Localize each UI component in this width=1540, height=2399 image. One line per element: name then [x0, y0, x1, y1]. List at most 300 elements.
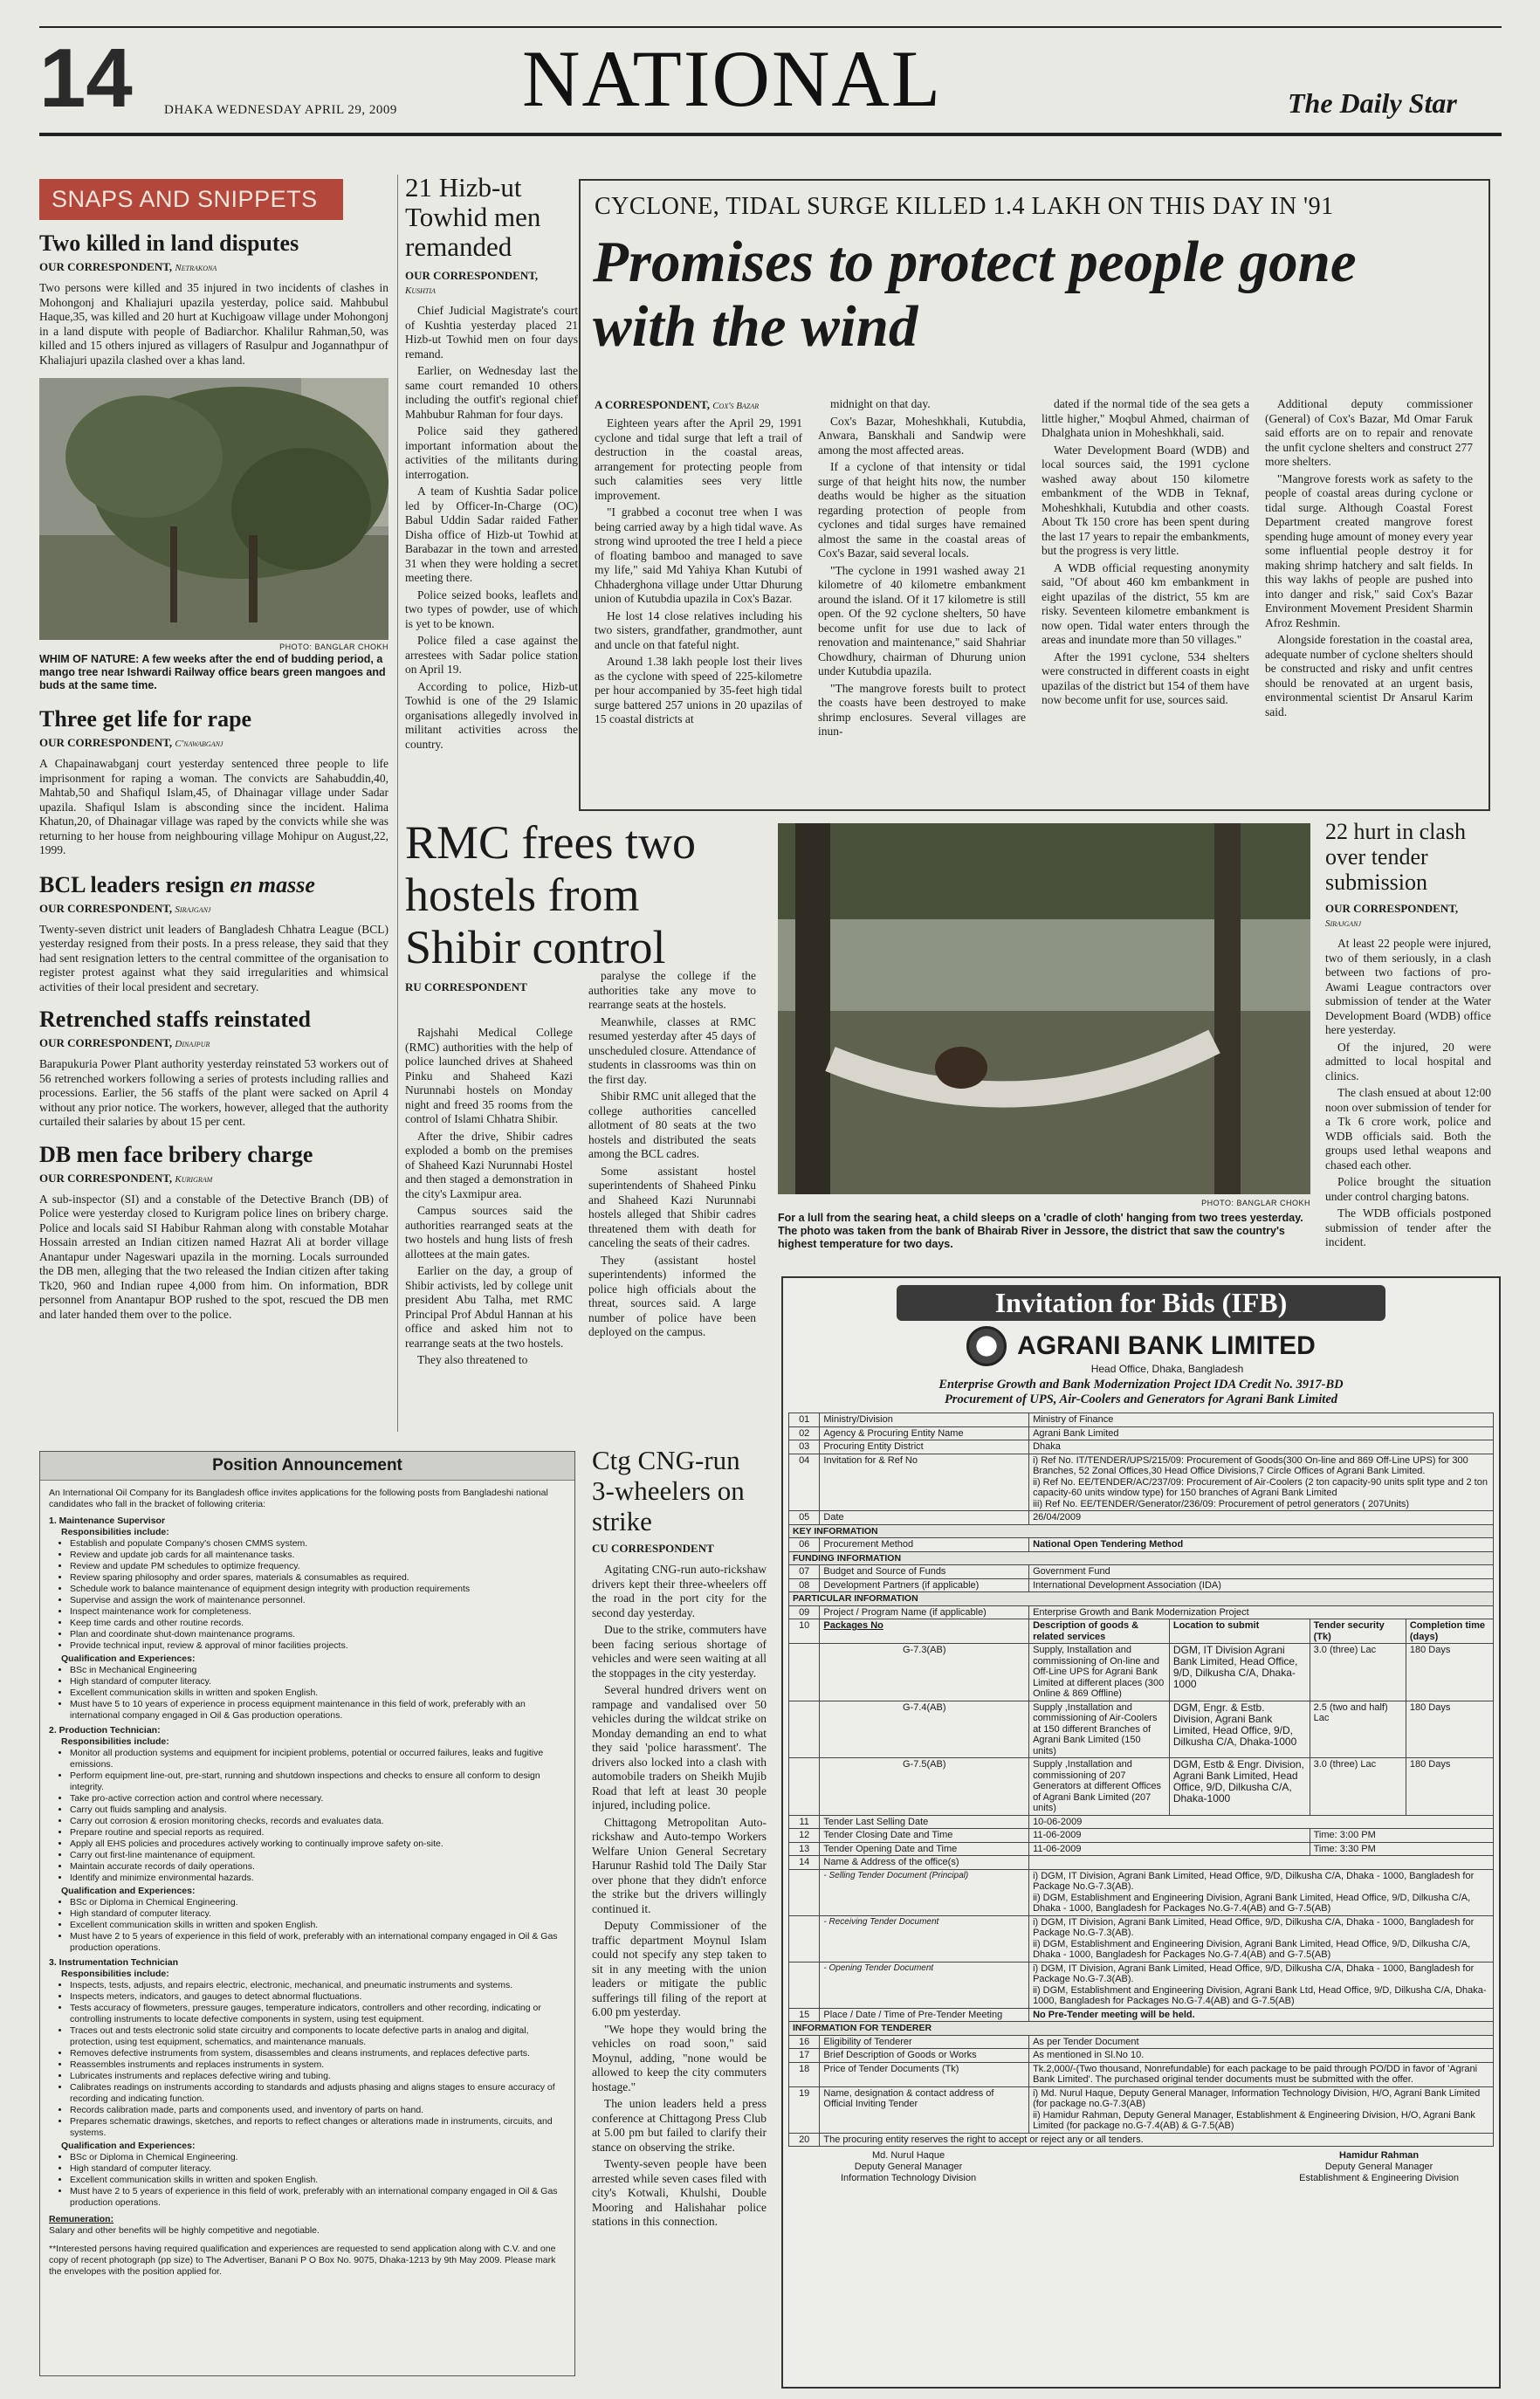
responsibility-list	[70, 1748, 566, 1884]
table-cell: As mentioned in Sl.No 10.	[1029, 2049, 1494, 2063]
official-line: ii) Hamidur Rahman, Deputy General Manager, Establishment & Engineering Division, H/O, Agrani Bank Limited (for package no.G-7.4(AB) & G-7.5(AB)	[1033, 2109, 1475, 2131]
byline: CU CORRESPONDENT	[592, 1542, 714, 1555]
table-cell: Eligibility of Tenderer	[820, 2035, 1029, 2049]
paragraph: Due to the strike, commuters have been facing serious shortage of vehicles and were seen waiting at all the stoppages in the city yesterday.	[592, 1623, 767, 1680]
table-row	[789, 1565, 1494, 1579]
paragraph: "Mangrove forests work as safety to the people of coastal areas during cyclone or tidal surge. Although Coastal Forest Department created mangrove forest spending huge amount of money every year some influential people destroy it for making shrimp hatchery and salt fields. In this way lakhs of people are pushed into into danger and risk," said Cox's Bazar Environment Movement President Sharmin Afroz Reshmin.	[1265, 471, 1473, 629]
table-cell: Ministry of Finance	[1029, 1413, 1494, 1427]
clash-story	[1325, 819, 1491, 1253]
story-text	[595, 416, 802, 730]
table-cell: 19	[789, 2086, 820, 2133]
table-row	[789, 1856, 1494, 1870]
table-row	[789, 1511, 1494, 1525]
table-cell	[789, 1644, 820, 1701]
table-cell: Enterprise Growth and Bank Modernization Project	[1029, 1605, 1494, 1619]
table-row	[789, 1551, 1494, 1565]
ctg-story	[592, 1445, 767, 2232]
agrani-logo	[966, 1326, 1007, 1366]
story-text	[1265, 397, 1473, 722]
table-cell: 13	[789, 1842, 820, 1856]
table-cell: 03	[789, 1440, 820, 1454]
table-cell: 08	[789, 1578, 820, 1592]
dateline: DHAKA WEDNESDAY APRIL 29, 2009	[164, 103, 397, 117]
byline: OUR CORRESPONDENT, Kushtia	[405, 269, 539, 296]
list-item: • Excellent communication skills in written and spoken English.	[70, 1688, 566, 1699]
story-text	[1325, 937, 1491, 1250]
table-cell: G-7.5(AB)	[820, 1758, 1029, 1816]
responsibility-list	[70, 1980, 566, 2139]
paragraph: Rajshahi Medical College (RMC) authorities with the help of police launched drives at Shaheed Pinku and Shaheed Kazi Nurunnabi hostels on Monday night and freed 35 rooms from the control of Islami Chhatra Shibir.	[405, 1026, 573, 1125]
table-cell: Description of goods & related services	[1029, 1619, 1170, 1644]
list-item: • Records calibration made, parts and components used, and inventory of parts on hand.	[70, 2105, 566, 2116]
position-announcement-ad	[39, 1451, 575, 2376]
list-item: • Prepare routine and special reports as required.	[70, 1827, 566, 1839]
table-cell	[1029, 2086, 1494, 2133]
paragraph: Police seized books, leaflets and two types of powder, use of which is yet to be known.	[405, 588, 578, 630]
byline: RU CORRESPONDENT	[405, 980, 527, 993]
paragraph: If a cyclone of that intensity or tidal surge of that height hits now, the number deaths would be higher as the situation regarding protection of people from cyclones and tidal surges have remained almost the same in the coastal areas of Cox's Bazar, said several locals.	[818, 460, 1026, 560]
paragraph: Twenty-seven people have been arrested while seven cases filed with city's Kotwali, Khulshi, Double Mooring and Halishahar police stations in this connection.	[592, 2157, 767, 2228]
paragraph: Around 1.38 lakh people lost their lives as the cyclone with speed of 225-kilometre per hour accompanied by 35-feet high tidal surge battered 257 unions in 20 upazilas of 15 coastal districts at	[595, 655, 802, 725]
snaps-headline-rape: Three get life for rape	[39, 706, 252, 732]
paragraph: A WDB official requesting anonymity said, "Of about 460 km embankment in eight upazilas of the district, 55 km are risky. Seventeen kilometre embankment is now open. Tidal water enters through the areas and inundate more than 50 villages."	[1042, 560, 1249, 646]
table-cell: Tender Opening Date and Time	[820, 1842, 1029, 1856]
table-cell: Completion time (days)	[1406, 1619, 1493, 1644]
ad-body	[40, 1481, 574, 2285]
table-cell: 11-06-2009	[1029, 1829, 1310, 1843]
table-cell: 02	[789, 1426, 820, 1440]
story-text: A sub-inspector (SI) and a constable of the Detective Branch (DB) of Police were yesterday closed to Kurigram police lines on bribery charge. Police and locals said SI Habibur Rahman along with constable Motahar Hossain arrested an Indian citizen named Hazrat Ali at border village Anantapur under Nageswari upazila in the morning. Locals surrounded the DB men, alleging that the two released the Indian citizen after taking Tk20, 960 and Indian rupee 4,000 from him. On information, BDR personnel from Anantapur BOP rushed to the spot, rescued the DB men and later handed them over to the police.	[39, 1192, 388, 1321]
list-item: • High standard of computer literacy.	[70, 2163, 566, 2175]
list-item: • Perform equipment line-out, pre-start, running and shutdown inspections and checks to ensure all conform to design integrity.	[70, 1770, 566, 1793]
table-cell: 20	[789, 2133, 820, 2147]
job-section-label: Qualification and Experiences:	[61, 2141, 196, 2151]
ref-line: iii) Ref No. EE/TENDER/Generator/236/09: Procurement of petrol generators ( 207Units)	[1033, 1498, 1410, 1509]
table-row	[789, 1538, 1494, 1552]
paragraph: Agitating CNG-run auto-rickshaw drivers kept their three-wheelers off the road in the port city for the second day yesterday.	[592, 1563, 767, 1619]
table-cell: Dhaka	[1029, 1440, 1494, 1454]
table-row	[789, 2022, 1494, 2036]
paragraph: "The cyclone in 1991 washed away 21 kilometre of 40 kilometre embankment around the island. Of it 17 kilometre is still open. Of the 92 cyclone shelters, 50 have become unfit for use due to lack of renovation and maintenance," said Shahriar Chowdhury, chairman of Dhurung union under Kutubdia upazila.	[818, 563, 1026, 677]
list-item: • Inspect maintenance work for completeness.	[70, 1606, 566, 1618]
story-text: Barapukuria Power Plant authority yesterday reinstated 53 workers out of 56 retrenched workers following a series of protests including rallies and processions. Earlier, the 56 staffs of the plant were sacked on April 4 without any prior notice. The workers, however, alleged that the authority curtailed their salaries by about 15 per cent.	[39, 1057, 388, 1128]
table-cell: 18	[789, 2062, 820, 2086]
list-item: • Traces out and tests electronic solid state circuitry and components to locate defective parts in analog and digital, protection, using test equipment, schematics, and maintenance manuals.	[70, 2025, 566, 2048]
bank-office: Head Office, Dhaka, Bangladesh	[1090, 1363, 1244, 1375]
list-item: • Review sparing philosophy and order spares, materials & consumables as required.	[70, 1572, 566, 1584]
list-item: • Lubricates instruments and replaces defective wiring and tubing.	[70, 2071, 566, 2082]
responsibility-list	[70, 1538, 566, 1652]
table-cell: 14	[789, 1856, 820, 1870]
paragraph: They also threatened to	[417, 1353, 528, 1366]
table-cell: Price of Tender Documents (Tk)	[820, 2062, 1029, 2086]
story-text	[1042, 397, 1249, 711]
signature-left	[841, 2150, 976, 2184]
qualification-list	[70, 2152, 566, 2209]
paragraph: Police brought the situation under control charging batons.	[1325, 1175, 1491, 1203]
table-cell	[789, 1758, 820, 1816]
table-cell: 11-06-2009	[1029, 1842, 1310, 1856]
qualification-list	[70, 1897, 566, 1954]
table-row	[789, 1758, 1494, 1816]
qualification-list	[70, 1665, 566, 1722]
table-cell: The procuring entity reserves the right to accept or reject any or all tenders.	[820, 2133, 1494, 2147]
table-cell: Name, designation & contact address of Official Inviting Tender	[820, 2086, 1029, 2133]
table-cell: 180 Days	[1406, 1758, 1493, 1816]
table-cell	[1029, 1962, 1494, 2008]
story-text: Twenty-seven district unit leaders of Bangladesh Chhatra League (BCL) yesterday resigned from their posts. In a press release, they said that they had sent resignation letters to the central committee of the organisation to register protest against what they said irregularities and whimsical activities of their local president and secretary.	[39, 922, 388, 993]
paragraph: Deputy Commissioner of the traffic department Moynul Islam could not specify any step taken to sit in any meeting with the union leaders or mitigate the public sufferings till filing of the report at 6.00 pm yesterday.	[592, 1919, 767, 2018]
table-row	[789, 2086, 1494, 2133]
table-cell: 06	[789, 1538, 820, 1552]
list-item: • Maintain accurate records of daily operations.	[70, 1861, 566, 1873]
section-header: KEY INFORMATION	[789, 1524, 1494, 1538]
table-cell: Procurement Method	[820, 1538, 1029, 1552]
table-cell: No Pre-Tender meeting will be held.	[1029, 2008, 1494, 2022]
table-cell: Government Fund	[1029, 1565, 1494, 1579]
photo-credit: PHOTO: BANGLAR CHOKH	[279, 643, 388, 651]
table-cell	[1029, 1869, 1494, 1915]
photo-caption: For a lull from the searing heat, a child sleeps on a 'cradle of cloth' hanging from two trees yesterday. The photo was taken from the bank of Bhairab River in Jessore, the district that saw the country's highest temperature for two days.	[778, 1212, 1303, 1250]
office-line: ii) DGM, Establishment and Engineering Division, Agrani Bank Limited, Head Office, 9/D, Dilkusha C/A, Dhaka - 1000, Bangladesh for Packages No.G-7.4(AB) and G-7.5(AB)	[1033, 1938, 1471, 1960]
section-header: FUNDING INFORMATION	[789, 1551, 1494, 1565]
table-cell: Budget and Source of Funds	[820, 1565, 1029, 1579]
snaps-headline-land: Two killed in land disputes	[39, 230, 299, 256]
table-cell: 05	[789, 1511, 820, 1525]
photo-credit: PHOTO: BANGLAR CHOKH	[1201, 1199, 1310, 1207]
paragraph: "We hope they would bring the vehicles on road soon," said Moynul, adding, "none would be allowed to keep the city commuters hostage."	[592, 2022, 767, 2093]
list-item: • Schedule work to balance maintenance of equipment design integrity with production requirements	[70, 1584, 566, 1595]
byline: OUR CORRESPONDENT, Kurigram	[39, 1171, 213, 1185]
table-cell: 3.0 (three) Lac	[1310, 1758, 1406, 1816]
table-cell: 11	[789, 1815, 820, 1829]
table-cell: 180 Days	[1406, 1701, 1493, 1758]
table-cell: - Receiving Tender Document	[820, 1915, 1029, 1962]
job-section-label: Qualification and Experiences:	[61, 1886, 196, 1896]
office-line: ii) DGM, Establishment and Engineering Division, Agrani Bank Ltd, Head Office, 9/D, Dilkusha C/A, Dhaka-1000, Bangladesh for Packages No.G-7.4(AB) and G-7.5(AB)	[1033, 1984, 1487, 2006]
list-item: • Review and update PM schedules to optimize frequency.	[70, 1561, 566, 1572]
list-item: • Carry out first-line maintenance of equipment.	[70, 1850, 566, 1861]
list-item: • Inspects, tests, adjusts, and repairs electric, electronic, mechanical, and pneumatic instruments and systems.	[70, 1980, 566, 1991]
story-text: A Chapainawabganj court yesterday sentenced three people to life imprisonment for raping a woman. The convicts are Sahabuddin,40, Mahtab,50 and Shafiqul Islam,45, of Dhainagar village under Sadar upazila. Shafiqul Islam is absconding since the incident. Halima Khatun,20, of Dhainagar village was raped by the convicts while she was returning to her house from neighbouring village Mohipur on August,22, 1999.	[39, 757, 388, 856]
cyclone-story	[579, 179, 1490, 811]
table-cell: 10-06-2009	[1029, 1815, 1494, 1829]
table-row	[789, 1701, 1494, 1758]
byline: OUR CORRESPONDENT, Sirajganj	[1325, 902, 1459, 929]
ifb-ad	[781, 1276, 1501, 2389]
job-title: 2. Production Technician:	[49, 1725, 161, 1736]
story-text	[818, 397, 1026, 742]
table-cell: 10	[789, 1619, 820, 1644]
table-row	[789, 2049, 1494, 2063]
table-row	[789, 1915, 1494, 1962]
list-item: • BSc or Diploma in Chemical Engineering.	[70, 1897, 566, 1908]
snaps-headline-bcl: BCL leaders resign en masse	[39, 871, 315, 897]
paragraph: Shibir RMC unit alleged that the college authorities cancelled allotment of 80 seats at the two hostels and distributed the seats among the BCL cadres.	[588, 1090, 756, 1160]
remuneration-text: Salary and other benefits will be highly competitive and negotiable.	[49, 2225, 320, 2236]
ifb-table	[788, 1413, 1494, 2147]
job-section-label: Responsibilities include:	[61, 1527, 169, 1537]
paragraph: "I grabbed a coconut tree when I was being carried away by a high tidal wave. As strong wind uprooted the tree I held a piece of floating bamboo and managed to save my life," said Md Yahiya Khan Kutubi of Chhaderghona village under Uttar Dhurung union of Kutubdia upazila in Cox's Bazar.	[595, 505, 802, 605]
job-title: 1. Maintenance Supervisor	[49, 1516, 166, 1526]
table-cell: Invitation for & Ref No	[820, 1454, 1029, 1511]
list-item: • Apply all EHS policies and procedures actively working to continually improve safety on-site.	[70, 1839, 566, 1850]
paragraph: Cox's Bazar, Moheshkhali, Kutubdia, Anwara, Banskhali and Sandwip were among the most affected areas.	[818, 414, 1026, 457]
table-cell: Supply, Installation and commissioning of On-line and Off-Line UPS for Agrani Bank Limited at different places (300 Online & 869 Offline)	[1029, 1644, 1170, 1701]
table-row	[789, 1592, 1494, 1606]
kicker: CYCLONE, TIDAL SURGE KILLED 1.4 LAKH ON THIS DAY IN '91	[595, 193, 1334, 220]
byline: OUR CORRESPONDENT, Netrakona	[39, 260, 217, 273]
signature-line: Md. Nurul Haque	[871, 2150, 945, 2161]
paper-logo: The Daily Star	[1288, 87, 1457, 119]
photo-caption: WHIM OF NATURE: A few weeks after the end of budding period, a mango tree near Ishwardi Railway office bears green mangoes and buds at the same time.	[39, 653, 386, 691]
table-cell: 15	[789, 2008, 820, 2022]
table-row	[789, 1962, 1494, 2008]
table-row	[789, 2008, 1494, 2022]
table-cell	[789, 1915, 820, 1962]
paragraph: Chittagong Metropolitan Auto-rickshaw and Auto-tempo Workers Welfare Union General Secretary Harunur Rashid told The Daily Star over phone that they didn't enforce the strike but the drivers willingly continued it.	[592, 1815, 767, 1915]
paragraph: A team of Kushtia Sadar police led by Officer-In-Charge (OC) Babul Uddin Sadar raided Father Disha office of Hizb-ut Towhid at Barabazar in the town and arrested 31 when they were holding a secret meeting there.	[405, 485, 578, 584]
signature-line: Deputy General Manager	[1324, 2162, 1433, 2172]
list-item: • Keep time cards and other routine records.	[70, 1618, 566, 1629]
page-number: 14	[39, 31, 133, 125]
mango-tree-photo	[39, 378, 388, 640]
table-cell: 26/04/2009	[1029, 1511, 1494, 1525]
job-section-label: Qualification and Experiences:	[61, 1653, 196, 1664]
list-item: • Provide technical input, review & approval of minor facilities projects.	[70, 1640, 566, 1652]
table-cell: National Open Tendering Method	[1029, 1538, 1494, 1552]
table-cell: Supply ,Installation and commissioning of 207 Generators at different Offices of Agrani Bank Limited (207 units)	[1029, 1758, 1170, 1816]
story-text: Two persons were killed and 35 injured in two incidents of clashes in Mohongonj and Khaliajuri upazila yesterday, police said. Mahbubul Haque,35, was killed and 20 hurt at Kuchigoaw village under Mohongonj in a land dispute with people of Badiarchor. Khalilur Rahman,50, was killed and 15 others injured as villagers of Rasulpur and Jogannathpur of Khaliajuri upazila clashed over a khas land.	[39, 281, 388, 367]
table-cell: Time: 3:00 PM	[1310, 1829, 1493, 1843]
list-item: • Supervise and assign the work of maintenance personnel.	[70, 1595, 566, 1606]
paragraph: Earlier on the day, a group of Shibir activists, led by college unit president Abu Talha, met RMC Principal Prof Abdul Hannan at his office and asked him not to rearrange seats at the two hostels.	[405, 1264, 573, 1350]
headline: 21 Hizb-ut Towhid men remanded	[405, 172, 541, 262]
paragraph: "The mangrove forests built to protect the coasts have been destroyed to make shrimp enclosures. Several villages are inun-	[818, 681, 1026, 738]
table-cell: G-7.4(AB)	[820, 1701, 1029, 1758]
table-row	[789, 1619, 1494, 1644]
office-line: i) DGM, IT Division, Agrani Bank Limited, Head Office, 9/D, Dilkusha C/A, Dhaka - 1000, Bangladesh for Package No.G-7.3(AB).	[1033, 1963, 1475, 1984]
table-cell: G-7.3(AB)	[820, 1644, 1029, 1701]
list-item: • Carry out fluids sampling and analysis.	[70, 1804, 566, 1816]
paragraph: Several hundred drivers went on rampage and vandalised over 50 vehicles during the wildcat strike on Monday demanding an end to what they said 'police harassment'. The drivers also locked into a clash with automobile traders on Sheikh Mujib Road that left at least 30 people injured, including police.	[592, 1683, 767, 1811]
table-cell: 180 Days	[1406, 1644, 1493, 1701]
table-cell: Tk.2,000/-(Two thousand, Nonrefundable) for each package to be paid through PO/DD in favor of 'Agrani Bank Limited'. The purchased original tender documents must be submitted with the offer.	[1029, 2062, 1494, 2086]
table-row	[789, 2062, 1494, 2086]
table-row	[789, 1440, 1494, 1454]
table-cell: International Development Association (IDA)	[1029, 1578, 1494, 1592]
table-cell: 12	[789, 1829, 820, 1843]
signature-line: Deputy General Manager	[854, 2162, 963, 2172]
table-cell: Procuring Entity District	[820, 1440, 1029, 1454]
table-cell: - Opening Tender Document	[820, 1962, 1029, 2008]
table-cell: 2.5 (two and half) Lac	[1310, 1701, 1406, 1758]
story-text	[588, 969, 756, 1343]
table-cell	[1029, 1915, 1494, 1962]
table-row	[789, 1578, 1494, 1592]
byline: OUR CORRESPONDENT, Sirajganj	[39, 901, 211, 915]
ad-title: Position Announcement	[40, 1452, 574, 1481]
table-row	[789, 1605, 1494, 1619]
signature-right	[1299, 2150, 1459, 2184]
paragraph: The union leaders held a press conference at Chittagong Press Club at 5.00 pm but failed to clarify their stance on observing the strike.	[592, 2097, 767, 2154]
table-row	[789, 1413, 1494, 1427]
table-cell: Time: 3:30 PM	[1310, 1842, 1493, 1856]
section-header: PARTICULAR INFORMATION	[789, 1592, 1494, 1606]
list-item: • Must have 2 to 5 years of experience in this field of work, preferably with an international company engaged in Oil & Gas production operations.	[70, 1931, 566, 1954]
section-title: NATIONAL	[522, 34, 943, 123]
paragraph: paralyse the college if the authorities take any move to rearrange seats at the hostels.	[588, 969, 756, 1011]
paragraph: Police said they gathered important information about the activities of the militants during interrogation.	[405, 424, 578, 481]
byline: A CORRESPONDENT, Cox's Bazar	[595, 398, 760, 411]
bank-name: AGRANI BANK LIMITED	[1017, 1331, 1316, 1360]
table-cell: DGM, IT Division Agrani Bank Limited, Head Office, 9/D, Dilkusha C/A, Dhaka-1000	[1169, 1644, 1310, 1701]
table-cell: Agrani Bank Limited	[1029, 1426, 1494, 1440]
paragraph: midnight on that day.	[830, 397, 931, 410]
list-item: • Calibrates readings on instruments according to standards and adjusts phasing and aligns stages to ensure accuracy of recording and indicating function.	[70, 2082, 566, 2105]
table-row	[789, 2035, 1494, 2049]
paragraph: Water Development Board (WDB) and local sources said, the 1991 cyclone washed away about 150 kilometre embankment of the WDB in Teknaf, Moheshkhali, Kutubdia and other coasts. About Tk 150 crore has been spent during the last 17 years to repair the embankments, but the progress is very little.	[1042, 443, 1249, 557]
story-text	[405, 304, 578, 752]
paragraph: Alongside forestation in the coastal area, adequate number of cyclone shelters should be constructed and risky and unfit centres should be renovated at an urgent basis, environmental scientist Dr Ansarul Karim said.	[1265, 633, 1473, 718]
list-item: • Must have 5 to 10 years of experience in process equipment maintenance in this field of work, preferably with an international company engaged in Oil & Gas production operations.	[70, 1699, 566, 1722]
procurement-line: Procurement of UPS, Air-Coolers and Generators for Agrani Bank Limited	[944, 1392, 1338, 1406]
ad-intro: An International Oil Company for its Bangladesh office invites applications for the following posts from Bangladeshi national candidates who fall in the bracket of following criteria:	[49, 1488, 548, 1509]
table-cell	[789, 1701, 820, 1758]
table-cell	[1029, 1856, 1494, 1870]
table-cell: DGM, Estb & Engr. Division, Agrani Bank Limited, Head Office, 9/D, Dilkusha C/A, Dhaka-1000	[1169, 1758, 1310, 1816]
paragraph: After the 1991 cyclone, 534 shelters were constructed in different coasts in eight upazilas of the district but 154 of them have now become unfit for use, sources said.	[1042, 650, 1249, 706]
headline: 22 hurt in clash over tender submission	[1325, 819, 1467, 895]
signature-line: Information Technology Division	[841, 2173, 977, 2183]
paragraph: He lost 14 close relatives including his two sisters, grandfather, grandmother, aunt and uncle on that fateful night.	[595, 608, 802, 651]
table-row	[789, 1815, 1494, 1829]
paragraph: Chief Judicial Magistrate's court of Kushtia yesterday placed 21 Hizb-ut Towhid men on four days remand.	[405, 304, 578, 361]
table-row	[789, 1644, 1494, 1701]
remuneration-label: Remuneration:	[49, 2214, 114, 2224]
paragraph: Meanwhile, classes at RMC resumed yesterday after 45 days of unscheduled closure. Attendance of students in classrooms was thin on the first day.	[588, 1014, 756, 1086]
paragraph: Some assistant hostel superintendents of Shaheed Pinku and Shaheed Kazi Nurunnabi hostels alleged that Shibir cadres threatened them with death for canceling the seats of their cadres.	[588, 1164, 756, 1249]
list-item: • Inspects meters, indicators, and gauges to detect abnormal fluctuations.	[70, 1991, 566, 2003]
job-section-label: Responsibilities include:	[61, 1736, 169, 1747]
signature-line: Hamidur Rahman	[1339, 2150, 1420, 2161]
headline: Promises to protect people gone with the wind	[593, 230, 1357, 359]
story-text	[405, 1026, 573, 1371]
table-cell: Packages No	[820, 1619, 1029, 1644]
paragraph: After the drive, Shibir cadres exploded a bomb on the premises of Shaheed Kazi Nurunnabi Hostel and then staged a demonstration in the city's Laxmipur area.	[405, 1129, 573, 1200]
table-cell: 09	[789, 1605, 820, 1619]
table-cell	[789, 1962, 820, 2008]
table-cell: Development Partners (if applicable)	[820, 1578, 1029, 1592]
table-cell: Project / Program Name (if applicable)	[820, 1605, 1029, 1619]
list-item: • BSc in Mechanical Engineering	[70, 1665, 566, 1676]
table-row	[789, 1524, 1494, 1538]
official-line: i) Md. Nurul Haque, Deputy General Manager, Information Technology Division, H/O, Agrani Bank Limited (for package no.G-7.3(AB)	[1033, 2087, 1481, 2109]
list-item: • Carry out corrosion & erosion monitoring checks, records and evaluates data.	[70, 1816, 566, 1827]
table-row	[789, 1454, 1494, 1511]
table-cell: DGM, Engr. & Estb. Division, Agrani Bank Limited, Head Office, 9/D, Dilkusha C/A, Dhaka-1000	[1169, 1701, 1310, 1758]
table-cell: 3.0 (three) Lac	[1310, 1644, 1406, 1701]
paragraph: Police filed a case against the arrestees with Sadar police station on April 19.	[405, 634, 578, 676]
list-item: • Removes defective instruments from system, disassembles and cleans instruments, and replaces defective parts.	[70, 2048, 566, 2059]
table-cell: 07	[789, 1565, 820, 1579]
paragraph: Campus sources said the authorities rearranged seats at the two hostels and hung lists of fresh allottees at the main gates.	[405, 1204, 573, 1261]
list-item: • Excellent communication skills in written and spoken English.	[70, 2175, 566, 2186]
paragraph: The clash ensued at about 12:00 noon over submission of tender for a Tk 6 crore work, police and WDB officials said. Both the groups used lethal weapons and chased each other.	[1325, 1086, 1491, 1172]
list-item: • High standard of computer literacy.	[70, 1676, 566, 1688]
hizb-story	[405, 173, 578, 754]
ref-line: ii) Ref No. EE/TENDER/AC/237/09: Procurement of Air-Coolers (2 ton capacity-90 units split type and 2 ton capacity-60 units window type) for 150 branches of Agrani Bank Limited	[1033, 1476, 1488, 1498]
table-cell: Place / Date / Time of Pre-Tender Meeting	[820, 2008, 1029, 2022]
table-cell: 01	[789, 1413, 820, 1427]
table-cell: Tender security (Tk)	[1310, 1619, 1406, 1644]
table-row	[789, 1426, 1494, 1440]
table-cell: - Selling Tender Document (Principal)	[820, 1869, 1029, 1915]
list-item: • High standard of computer literacy.	[70, 1908, 566, 1920]
table-cell: Ministry/Division	[820, 1413, 1029, 1427]
headline: Ctg CNG-run 3-wheelers on strike	[592, 1445, 745, 1536]
list-item: • Establish and populate Company's chosen CMMS system.	[70, 1538, 566, 1550]
ref-line: i) Ref No. IT/TENDER/UPS/215/09: Procurement of Goods(300 On-line and 869 Off-Line UPS) for 300 Branches, 52 Zonal Offices,30 Head Office Divisions,7 Circle Offices of Agrani Bank Limited.	[1033, 1454, 1468, 1476]
paragraph: Earlier, on Wednesday last the same court remanded 10 others including the outfit's regional chief Mahbubur Rahman for four days.	[405, 364, 578, 421]
table-cell	[1029, 1454, 1494, 1511]
table-row	[789, 1869, 1494, 1915]
list-item: • Must have 2 to 5 years of experience in this field of work, preferably with an international company engaged in Oil & Gas production operations.	[70, 2186, 566, 2209]
snaps-banner: SNAPS AND SNIPPETS	[39, 179, 343, 220]
list-item: • Excellent communication skills in written and spoken English.	[70, 1920, 566, 1931]
table-cell	[789, 1869, 820, 1915]
table-row	[789, 1842, 1494, 1856]
list-item: • Take pro-active correction action and control where necessary.	[70, 1793, 566, 1804]
office-line: i) DGM, IT Division, Agrani Bank Limited, Head Office, 9/D, Dilkusha C/A, Dhaka - 1000, Bangladesh for Package No.G-7.3(AB).	[1033, 1916, 1475, 1938]
snaps-column	[39, 179, 388, 1322]
headline: RMC frees two hostels from Shibir control	[405, 816, 696, 973]
table-cell: Tender Closing Date and Time	[820, 1829, 1029, 1843]
project-line: Enterprise Growth and Bank Modernization Project IDA Credit No. 3917-BD	[938, 1378, 1344, 1392]
job-title: 3. Instrumentation Technician	[49, 1957, 178, 1968]
paragraph: The WDB officials postponed submission of tender after the incident.	[1325, 1206, 1491, 1248]
paragraph: Eighteen years after the April 29, 1991 cyclone and tidal surge that left a trail of destruction in the coastal areas, arrangement for protecting people from such calamities sees very little improvement.	[595, 416, 802, 502]
signature-line: Establishment & Engineering Division	[1299, 2173, 1459, 2183]
byline: OUR CORRESPONDENT, Dinajpur	[39, 1036, 210, 1049]
paragraph: Additional deputy commissioner (General) of Cox's Bazar, Md Omar Faruk said efforts are on to repair and renovate the unfit cyclone shelters and construct 277 more shelters.	[1265, 397, 1473, 468]
ifb-title: Invitation for Bids (IFB)	[897, 1285, 1385, 1321]
snaps-headline-db: DB men face bribery charge	[39, 1141, 313, 1167]
story-text	[592, 1563, 767, 2230]
table-cell: Location to submit	[1169, 1619, 1310, 1644]
table-cell: 16	[789, 2035, 820, 2049]
list-item: • Tests accuracy of flowmeters, pressure gauges, temperature indicators, controllers and other recording, indicating or controlling instruments to locate defective components in system, using test equipment.	[70, 2003, 566, 2025]
paragraph: Of the injured, 20 were admitted to local hospital and clinics.	[1325, 1040, 1491, 1083]
table-cell: Agency & Procuring Entity Name	[820, 1426, 1029, 1440]
list-item: • Review and update job cards for all maintenance tasks.	[70, 1550, 566, 1561]
snaps-headline-retrenched: Retrenched staffs reinstated	[39, 1007, 311, 1032]
paragraph: dated if the normal tide of the sea gets a little higher," Moqbul Ahmed, chairman of Dhalghata union in Moheshkhali, said.	[1042, 397, 1249, 439]
table-cell: Date	[820, 1511, 1029, 1525]
office-line: ii) DGM, Establishment and Engineering Division, Agrani Bank Limited, Head Office, 9/D, Dilkusha C/A, Dhaka - 1000, Bangladesh for Packages No.G-7.4(AB) and G-7.5(AB)	[1033, 1892, 1471, 1914]
table-cell: Name & Address of the office(s)	[820, 1856, 1029, 1870]
job-section-label: Responsibilities include:	[61, 1969, 169, 1979]
list-item: • Reassembles instruments and replaces instruments in system.	[70, 2059, 566, 2071]
paragraph: At least 22 people were injured, two of them seriously, in a clash between two factions of pro-Awami League contractors over submission of tender at the Water Development Board (WDB) office here yesterday.	[1325, 937, 1491, 1036]
byline: OUR CORRESPONDENT, C'nawabganj	[39, 736, 223, 749]
list-item: • BSc or Diploma in Chemical Engineering.	[70, 2152, 566, 2163]
table-row	[789, 2133, 1494, 2147]
list-item: • Plan and coordinate shut-down maintenance programs.	[70, 1629, 566, 1640]
hammock-photo	[778, 823, 1310, 1194]
section-header: INFORMATION FOR TENDERER	[789, 2022, 1494, 2036]
table-cell: 04	[789, 1454, 820, 1511]
